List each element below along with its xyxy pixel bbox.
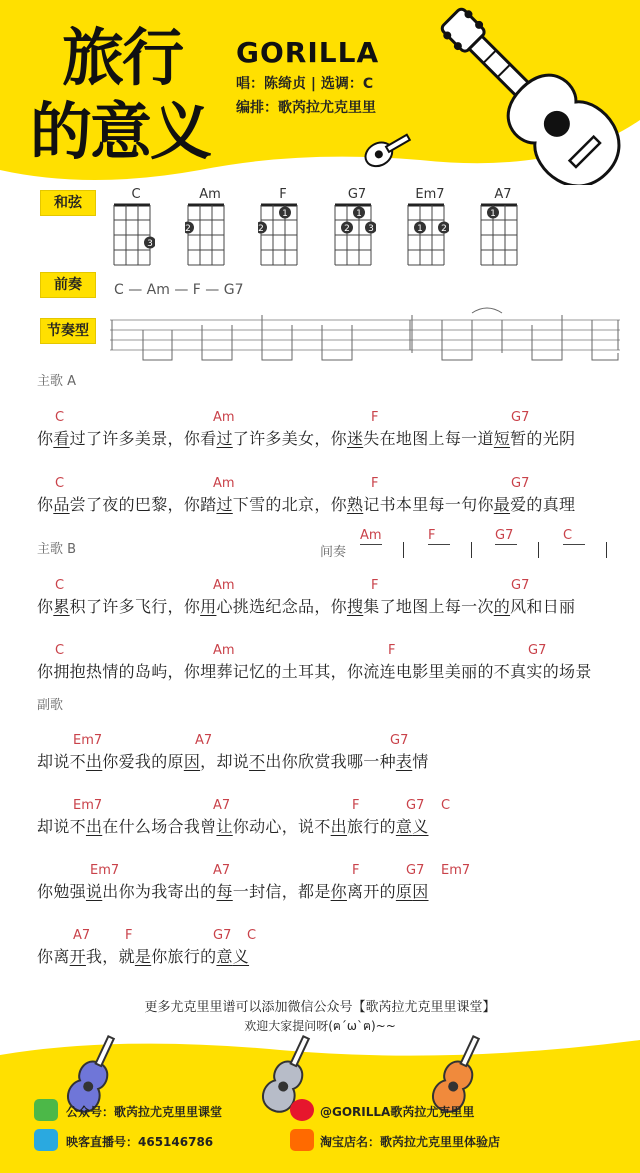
lyric-chord: G7: [213, 928, 232, 943]
finger-number: 3: [147, 239, 153, 249]
interlude-dash: [360, 544, 382, 545]
finger-number: 3: [368, 224, 374, 234]
lyric-chord: G7: [511, 410, 530, 425]
brand-logo: GORILLA: [236, 36, 380, 69]
finger-number: 2: [185, 224, 191, 234]
lyric-chord: Am: [213, 476, 235, 491]
taobao-shop: 淘宝店名：歌芮拉尤克里里体验店: [320, 1135, 501, 1149]
chord-diagram-g7: [332, 187, 382, 269]
finger-number: 1: [282, 209, 288, 219]
guitar-illustration-icon: [435, 5, 625, 185]
song-title-line1: 旅行: [62, 21, 183, 94]
interlude-bar: [538, 542, 539, 558]
rhythm-section-label: 节奏型: [40, 318, 96, 344]
live-stream-icon: [34, 1129, 58, 1151]
lyric-chord: Em7: [90, 863, 120, 878]
lyric-line: 你勉强说出你为我寄出的每一封信，都是你离开的原因: [37, 882, 429, 901]
lyric-chord: G7: [511, 578, 530, 593]
interlude-bar: [606, 542, 607, 558]
lyric-chord: A7: [213, 863, 231, 878]
rhythm-pattern: [110, 305, 630, 365]
finger-number: 1: [417, 224, 423, 234]
weibo-account: @GORILLA歌芮拉尤克里里: [320, 1105, 475, 1119]
intro-chord-progression: C — Am — F — G7: [114, 282, 244, 298]
lyric-chord: F: [352, 798, 360, 813]
chord-grid: [258, 203, 302, 267]
lyric-chord: C: [55, 643, 65, 658]
lyric-line: 你离开我，就是你旅行的意义: [37, 947, 250, 966]
lyric-chord: G7: [406, 798, 425, 813]
lyric-chord: G7: [406, 863, 425, 878]
lyric-line: 你拥抱热情的岛屿，你埋葬记忆的土耳其，你流连电影里美丽的不真实的场景: [37, 662, 592, 681]
chord-name: Am: [199, 187, 221, 202]
lyric-chord: G7: [528, 643, 547, 658]
chord-grid: [332, 203, 376, 267]
chord-grid: [405, 203, 449, 267]
chord-grid: [111, 203, 155, 267]
intro-section-label: 前奏: [40, 272, 96, 298]
taobao-icon: [290, 1129, 314, 1151]
chord-name: Em7: [415, 187, 445, 202]
lyric-chord: A7: [213, 798, 231, 813]
finger-number: 2: [258, 224, 264, 234]
interlude-chord: G7: [495, 528, 514, 543]
lyric-chord: F: [371, 410, 379, 425]
interlude-dash: [428, 544, 450, 545]
singer-key-credit: 唱：陈绮贞 | 选调：C: [236, 76, 374, 92]
lyric-chord: G7: [511, 476, 530, 491]
lyric-line: 你品尝了夜的巴黎，你踏过下雪的北京，你熟记书本里每一句你最爱的真理: [37, 495, 576, 514]
interlude-bar: [403, 542, 404, 558]
more-info-text: 更多尤克里里谱可以添加微信公众号【歌芮拉尤克里里课堂】: [144, 1000, 496, 1015]
finger-number: 2: [441, 224, 447, 234]
song-title-line2: 的意义: [30, 95, 211, 168]
finger-number: 1: [356, 209, 362, 219]
lyric-chord: Em7: [441, 863, 471, 878]
chord-grid: [185, 203, 229, 267]
interlude-dash: [495, 544, 517, 545]
lyric-chord: C: [55, 410, 65, 425]
lyric-chord: C: [55, 476, 65, 491]
chord-grid: [478, 203, 522, 267]
lyric-chord: Am: [213, 578, 235, 593]
lyric-chord: F: [388, 643, 396, 658]
lyric-chord: F: [125, 928, 133, 943]
lyric-chord: G7: [390, 733, 409, 748]
lyric-chord: F: [371, 578, 379, 593]
lyric-chord: F: [371, 476, 379, 491]
arranger-credit: 编排：歌芮拉尤克里里: [236, 100, 376, 116]
verse-a-tag: 主歌 A: [37, 374, 77, 389]
interlude-chord: C: [563, 528, 573, 543]
interlude-bar: [471, 542, 472, 558]
chord-diagram-am: [185, 187, 235, 269]
small-ukulele-icon: [355, 120, 415, 170]
chord-diagram-c: [111, 187, 161, 269]
footer-background: [0, 1030, 640, 1173]
lyric-chord: Am: [213, 643, 235, 658]
chorus-tag: 副歌: [37, 698, 64, 713]
chord-diagram-f: [258, 187, 308, 269]
chord-name: G7: [347, 187, 367, 202]
lyric-chord: C: [441, 798, 451, 813]
welcome-text: 欢迎大家提问呀(ฅ´ω`ฅ)~~: [244, 1019, 396, 1033]
chord-name: F: [279, 187, 287, 202]
chord-name: A7: [494, 187, 512, 202]
interlude-chord: Am: [360, 528, 382, 543]
finger-number: 2: [344, 224, 350, 234]
lyric-chord: C: [247, 928, 257, 943]
lyric-line: 你看过了许多美景，你看过了许多美女，你迷失在地图上每一道短暂的光阴: [37, 429, 576, 448]
interlude-label: 间奏: [320, 545, 347, 560]
chord-name: C: [131, 187, 141, 202]
lyric-chord: F: [352, 863, 360, 878]
finger-number: 1: [490, 209, 496, 219]
wechat-account: 公众号：歌芮拉尤克里里课堂: [66, 1105, 223, 1119]
lyric-chord: Em7: [73, 733, 103, 748]
lyric-line: 却说不出在什么场合我曾让你动心，说不出旅行的意义: [37, 817, 429, 836]
chords-section-label: 和弦: [40, 190, 96, 216]
live-stream-id: 映客直播号：465146786: [66, 1135, 214, 1149]
lyric-chord: C: [55, 578, 65, 593]
chord-diagram-em7: [405, 187, 455, 269]
lyric-line: 你累积了许多飞行，你用心挑选纪念品，你搜集了地图上每一次的风和日丽: [37, 597, 576, 616]
lyric-chord: Em7: [73, 798, 103, 813]
interlude-chords: [355, 528, 620, 564]
verse-b-tag: 主歌 B: [37, 542, 77, 557]
chord-diagram-a7: [478, 187, 528, 269]
interlude-dash: [563, 544, 585, 545]
lyric-line: 却说不出你爱我的原因，却说不出你欣赏我哪一种表情: [37, 752, 429, 771]
lyric-chord: A7: [195, 733, 213, 748]
lyric-chord: Am: [213, 410, 235, 425]
interlude-chord: F: [428, 528, 436, 543]
wechat-icon: [34, 1099, 58, 1121]
lyric-chord: A7: [73, 928, 91, 943]
weibo-icon: [290, 1099, 314, 1121]
header: [0, 0, 640, 185]
